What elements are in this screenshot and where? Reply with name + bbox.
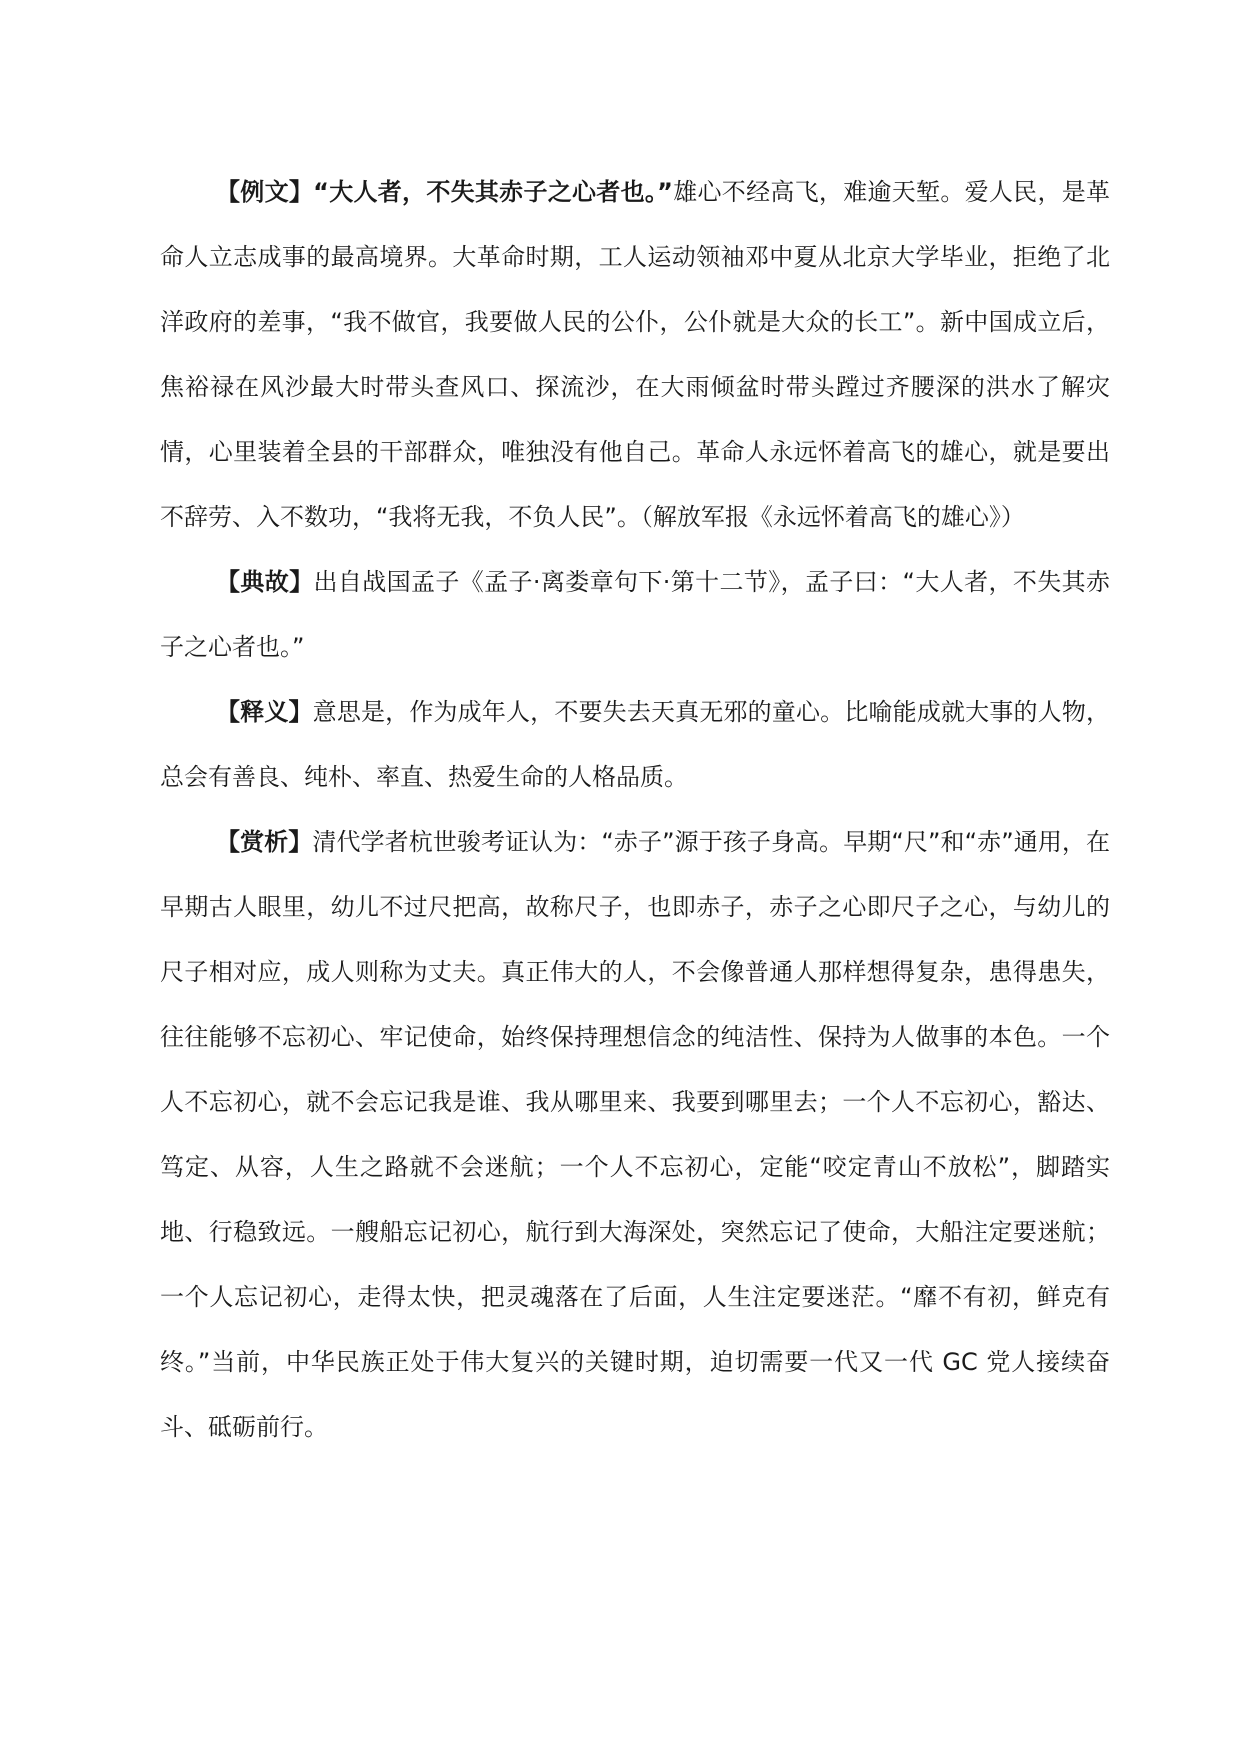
example-quote: “大人者，不失其赤子之心者也。”	[313, 178, 673, 206]
meaning-paragraph	[160, 680, 1110, 810]
analysis-paragraph	[160, 810, 1110, 1460]
example-body: 雄心不经高飞，难逾天堑。爱人民，是革命人立志成事的最高境界。大革命时期，工人运动领袖邓中夏从北京大学毕业，拒绝了北洋政府的差事，“我不做官，我要做人民的公仆，公仆就是大众的长工”。新中国成立后，焦裕禄在风沙最大时带头查风口、探流沙，在大雨倾盆时带头蹚过齐腰深的洪水了解灾情，心里装着全县的干部群众，唯独没有他自己。革命人永远怀着高飞的雄心，就是要出不辞劳、入不数功，“我将无我，不负人民”。（解放军报《永远怀着高飞的雄心》）	[160, 178, 1111, 531]
example-tag: 【例文】	[216, 178, 314, 206]
meaning-tag: 【释义】	[216, 698, 313, 726]
meaning-body: 意思是，作为成年人，不要失去天真无邪的童心。比喻能成就大事的人物，总会有善良、纯朴、率直、热爱生命的人格品质。	[160, 698, 1111, 791]
allusion-tag: 【典故】	[216, 568, 314, 596]
analysis-body: 清代学者杭世骏考证认为：“赤子”源于孩子身高。早期“尺”和“赤”通用，在早期古人眼里，幼儿不过尺把高，故称尺子，也即赤子，赤子之心即尺子之心，与幼儿的尺子相对应，成人则称为丈夫。真正伟大的人，不会像普通人那样想得复杂，患得患失，往往能够不忘初心、牢记使命，始终保持理想信念的纯洁性、保持为人做事的本色。一个人不忘初心，就不会忘记我是谁、我从哪里来、我要到哪里去；一个人不忘初心，豁达、笃定、从容，人生之路就不会迷航；一个人不忘初心，定能“咬定青山不放松”，脚踏实地、行稳致远。一艘船忘记初心，航行到大海深处，突然忘记了使命，大船注定要迷航；一个人忘记初心，走得太快，把灵魂落在了后面，人生注定要迷茫。“靡不有初，鲜克有终。”当前，中华民族正处于伟大复兴的关键时期，迫切需要一代又一代 GC 党人接续奋斗、砥砺前行。	[160, 828, 1111, 1441]
example-paragraph	[160, 160, 1110, 550]
allusion-body: 出自战国孟子《孟子·离娄章句下·第十二节》，孟子曰：“大人者，不失其赤子之心者也。”	[160, 568, 1110, 661]
allusion-paragraph	[160, 550, 1110, 680]
analysis-tag: 【赏析】	[216, 828, 313, 856]
document-page	[160, 160, 1110, 1460]
